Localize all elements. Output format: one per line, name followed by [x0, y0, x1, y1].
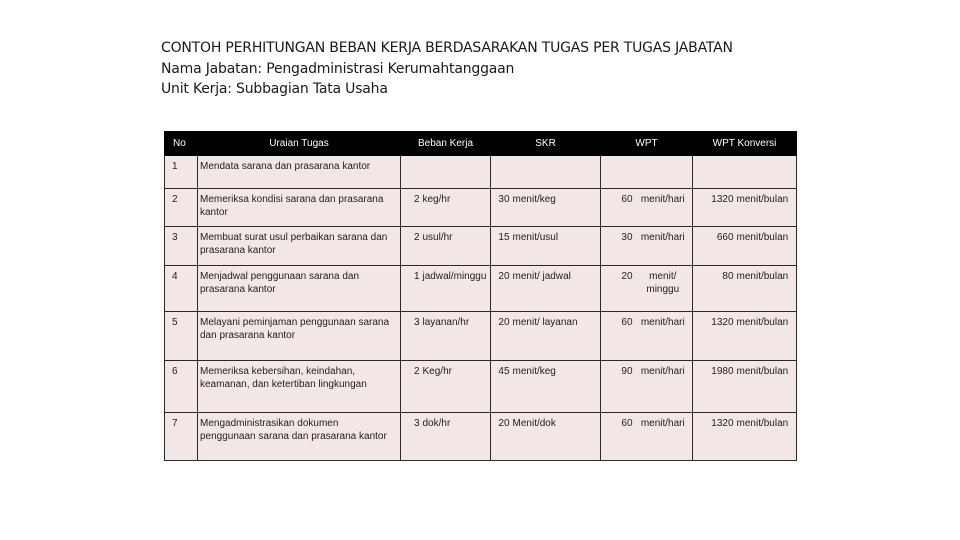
row-number: 6	[172, 366, 178, 377]
wpt-konversi-value	[693, 156, 735, 160]
task-description: Memeriksa kebersihan, keindahan, keamanan, dan ketertiban lingkungan	[200, 366, 367, 390]
skr-unit: menit/ jadwal	[512, 271, 571, 282]
wpt-unit: menit/hari	[640, 232, 685, 243]
table-row	[165, 361, 797, 413]
wpt-konversi-unit: menit/bulan	[736, 366, 789, 377]
skr-unit	[511, 156, 601, 160]
header-wpt-konversi: WPT Konversi	[693, 132, 797, 156]
wpt-konversi-unit: menit/bulan	[736, 418, 789, 429]
wpt-konversi-value: 1980	[711, 366, 734, 377]
workload-value: 3	[413, 418, 420, 429]
task-description: Memeriksa kondisi sarana dan prasarana kantor	[200, 194, 384, 218]
table-header-row	[165, 132, 797, 156]
workload-value: 2	[413, 194, 420, 205]
wpt-konversi-unit: menit/bulan	[736, 317, 789, 328]
skr-value: 30	[498, 194, 510, 205]
task-description: Membuat surat usul perbaikan sarana dan prasarana kantor	[200, 232, 388, 256]
wpt-konversi-value: 80	[722, 271, 734, 282]
header-beban-kerja: Beban Kerja	[401, 132, 491, 156]
work-unit-line: Unit Kerja: Subbagian Tata Usaha	[161, 81, 388, 97]
table-row	[165, 413, 797, 461]
skr-value: 15	[498, 232, 510, 243]
wpt-konversi-unit: menit/bulan	[736, 194, 789, 205]
task-description: Mengadministrasikan dokumen penggunaan sarana dan prasarana kantor	[200, 418, 387, 442]
wpt-value: 30	[621, 232, 633, 243]
wpt-unit: menit/hari	[640, 317, 685, 328]
wpt-value: 60	[621, 317, 633, 328]
wpt-konversi-value: 1320	[711, 317, 734, 328]
table-row	[165, 312, 797, 361]
skr-unit: menit/keg	[512, 366, 556, 377]
wpt-value	[601, 156, 634, 160]
skr-value	[491, 156, 511, 160]
wpt-value: 60	[621, 418, 633, 429]
skr-unit: menit/ layanan	[512, 317, 578, 328]
page-heading	[161, 38, 733, 100]
skr-value: 45	[498, 366, 510, 377]
workload-unit: jadwal/minggu	[422, 271, 487, 282]
workload-value: 3	[413, 317, 420, 328]
workload-value: 2	[413, 232, 420, 243]
row-number: 1	[172, 161, 178, 172]
skr-unit: menit/usul	[512, 232, 559, 243]
skr-unit: menit/keg	[512, 194, 556, 205]
wpt-unit	[634, 156, 693, 160]
skr-value: 20	[498, 418, 510, 429]
row-number: 2	[172, 194, 178, 205]
wpt-value: 90	[621, 366, 633, 377]
wpt-konversi-value: 660	[716, 232, 734, 243]
wpt-konversi-unit: menit/bulan	[736, 271, 789, 282]
wpt-konversi-unit	[735, 156, 797, 160]
wpt-konversi-unit: menit/bulan	[736, 232, 789, 243]
job-title-line: Nama Jabatan: Pengadministrasi Kerumahtanggaan	[161, 60, 515, 77]
row-number: 4	[172, 271, 178, 282]
task-description: Mendata sarana dan prasarana kantor	[200, 161, 371, 172]
workload-value	[401, 156, 421, 160]
header-no: No	[165, 132, 198, 156]
workload-table	[164, 131, 797, 461]
wpt-konversi-value: 1320	[711, 194, 734, 205]
skr-unit: Menit/dok	[512, 418, 556, 429]
row-number: 5	[172, 317, 178, 328]
wpt-unit: menit/hari	[640, 194, 685, 205]
wpt-unit: menit/hari	[640, 418, 685, 429]
header-skr: SKR	[491, 132, 601, 156]
wpt-value: 20	[621, 271, 633, 282]
workload-unit: dok/hr	[422, 418, 451, 429]
skr-value: 20	[498, 317, 510, 328]
wpt-unit: menit/hari	[640, 366, 685, 377]
skr-value: 20	[498, 271, 510, 282]
row-number: 7	[172, 418, 178, 429]
table-row	[165, 227, 797, 266]
task-description: Melayani peminjaman penggunaan sarana dan prasarana kantor	[200, 317, 390, 341]
row-number: 3	[172, 232, 178, 243]
workload-unit: keg/hr	[422, 194, 451, 205]
workload-unit: layanan/hr	[422, 317, 470, 328]
workload-value: 2	[413, 366, 420, 377]
workload-value: 1	[413, 271, 420, 282]
table-row	[165, 156, 797, 189]
task-description: Menjadwal penggunaan sarana dan prasarana kantor	[200, 271, 360, 295]
table-row	[165, 266, 797, 312]
wpt-unit: menit/ minggu	[646, 271, 680, 295]
workload-unit: Keg/hr	[422, 366, 452, 377]
workload-unit: usul/hr	[422, 232, 453, 243]
header-wpt: WPT	[601, 132, 693, 156]
wpt-konversi-value: 1320	[711, 418, 734, 429]
header-uraian-tugas: Uraian Tugas	[198, 132, 401, 156]
document-title: CONTOH PERHITUNGAN BEBAN KERJA BERDASARAKAN TUGAS PER TUGAS JABATAN	[161, 40, 733, 56]
workload-unit	[421, 156, 491, 160]
wpt-value: 60	[621, 194, 633, 205]
table-row	[165, 189, 797, 227]
